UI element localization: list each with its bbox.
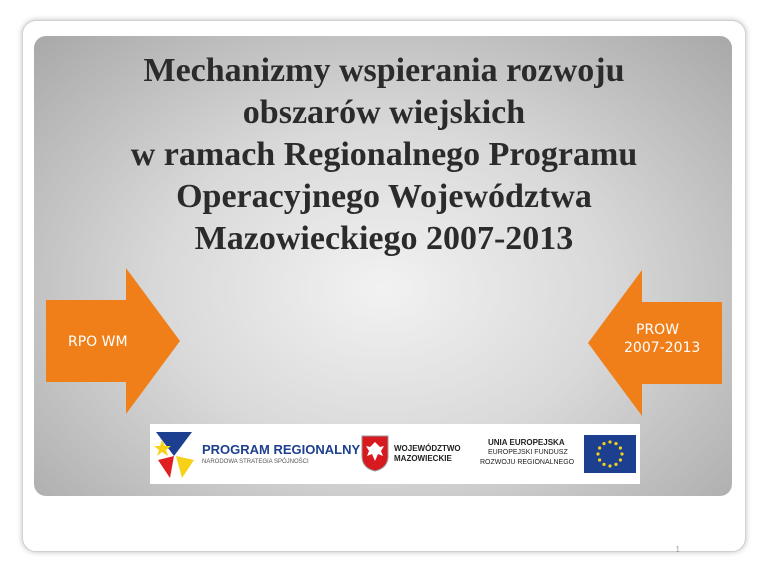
prow-label-line1: PROW [636, 322, 680, 338]
voivodeship-line1: WOJEWÓDZTWO [394, 444, 461, 453]
eu-logo-strip [150, 424, 640, 484]
eu-line2: EUROPEJSKI FUNDUSZ [488, 449, 568, 456]
program-regionalny-subtext: NARODOWA STRATEGIA SPÓJNOŚCI [202, 459, 309, 465]
rpo-wm-label: RPO WM [68, 334, 128, 350]
slide-title: Mechanizmy wspierania rozwoju obszarów wiejskich w ramach Regionalnego Programu Operacyjnego Województwa Mazowieckiego 2007-2013 [130, 52, 638, 257]
program-regionalny-logo-icon [152, 426, 198, 482]
program-regionalny-text: PROGRAM REGIONALNY [202, 442, 361, 457]
page-number: 1 [675, 545, 680, 554]
prow-label-line2: 2007-2013 [624, 340, 701, 356]
eu-line1: UNIA EUROPEJSKA [488, 438, 565, 447]
eu-flag-icon [584, 435, 636, 473]
voivodeship-line2: MAZOWIECKIE [394, 454, 452, 463]
eu-line3: ROZWOJU REGIONALNEGO [480, 459, 575, 466]
mazowieckie-coat-of-arms-icon [360, 434, 390, 472]
